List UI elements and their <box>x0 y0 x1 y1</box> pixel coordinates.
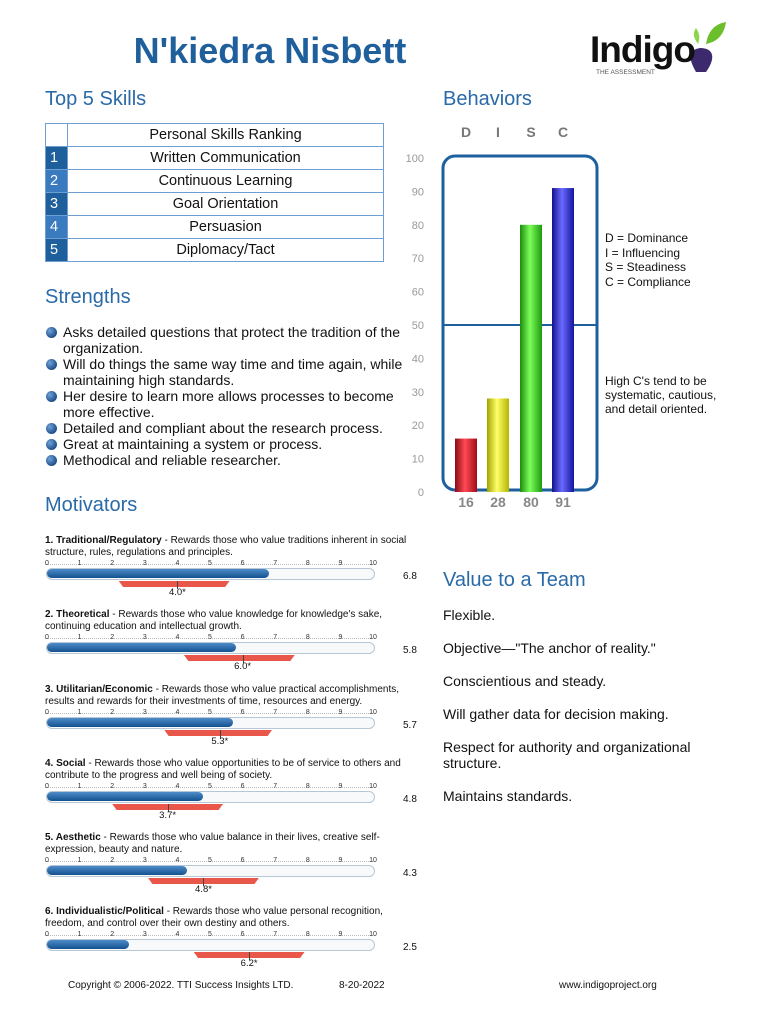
bullet-icon <box>46 359 57 370</box>
bullet-icon <box>46 327 57 338</box>
scale-tick-label: 1 <box>77 634 82 641</box>
y-tick-label: 50 <box>411 320 424 332</box>
legend-item: I = Influencing <box>605 245 681 260</box>
score-label: 5.8 <box>403 645 417 656</box>
category-label: C <box>557 124 569 140</box>
disc-chart <box>395 118 610 518</box>
list-item <box>45 452 405 468</box>
list-item <box>45 436 405 452</box>
norm-label: 6.2* <box>240 958 258 969</box>
legend-item: D = Dominance <box>605 231 689 245</box>
scale-tick-label: 2 <box>110 634 115 641</box>
scale-tick-label: 6 <box>240 857 245 864</box>
skill-label: Continuous Learning <box>68 170 384 193</box>
skills-row <box>46 170 384 193</box>
indigo-logo <box>588 10 728 90</box>
scale-tick-label: 1 <box>77 560 82 567</box>
motivator-item <box>45 906 415 979</box>
scale-tick-label: 10 <box>369 634 377 641</box>
norm-label: 3.7* <box>159 810 177 821</box>
skill-label: Diplomacy/Tact <box>68 239 384 262</box>
bullet-icon <box>46 439 57 450</box>
list-item <box>45 420 405 436</box>
list-item: Flexible. <box>443 607 496 623</box>
strength-text: Detailed and compliant about the research process. <box>63 420 383 436</box>
scale-tick-label: 4 <box>175 634 180 641</box>
y-tick-label: 80 <box>411 219 424 232</box>
scale-tick-label: 7 <box>273 560 278 567</box>
motivator-scale <box>45 857 417 905</box>
scale-tick-label: 0 <box>45 560 49 567</box>
y-tick-label: 0 <box>417 487 424 499</box>
scale-tick-label: 1 <box>77 783 82 790</box>
scale-tick-label: 9 <box>338 560 343 567</box>
scale-tick-label: 6 <box>240 931 245 938</box>
value-team-section-title: Value to a Team <box>443 569 586 591</box>
motivator-description <box>45 684 410 708</box>
disc-x-axis <box>461 124 568 140</box>
scale-tick-label: 8 <box>305 783 310 790</box>
score-label: 6.8 <box>403 571 417 582</box>
strength-text: Will do things the same way time and time again, while maintaining high standards. <box>63 356 403 388</box>
motivator-description <box>45 906 410 930</box>
motivator-text: - Rewards those who value practical accomplishments, results and rewards for their investments of time, resources and energy. <box>45 684 400 707</box>
norm-label: 5.3* <box>211 736 229 747</box>
motivator-name: 1. Traditional/Regulatory <box>45 535 162 546</box>
scale-tick-label: 2 <box>110 857 115 864</box>
scale-tick-label: 5 <box>208 783 212 790</box>
logo-leaf-shape <box>706 22 726 44</box>
scale-tick-label: 4 <box>175 709 180 716</box>
list-item <box>45 324 405 356</box>
behaviors-section-title: Behaviors <box>443 88 532 110</box>
motivator-description <box>45 609 410 633</box>
score-bar <box>47 569 269 578</box>
motivator-name: 5. Aesthetic <box>45 832 101 843</box>
motivator-scale <box>45 783 417 831</box>
scale-tick-label: 2 <box>110 931 115 938</box>
scale-tick-label: 8 <box>305 931 310 938</box>
bar-value-label: 80 <box>523 494 539 510</box>
disc-bar-S <box>520 225 542 492</box>
y-tick-label: 10 <box>411 453 424 466</box>
scale-tick-label: 7 <box>273 857 278 864</box>
motivator-name: 6. Individualistic/Political <box>45 906 164 917</box>
motivator-text: - Rewards those who value balance in their lives, creative self-expression, beauty and nature. <box>45 832 380 855</box>
scale-tick-label: 1 <box>77 931 82 938</box>
disc-bar-D <box>455 439 477 492</box>
scale-tick-label: 7 <box>273 931 278 938</box>
legend-item: S = Steadiness <box>605 260 687 274</box>
motivator-item <box>45 758 415 831</box>
footer-copyright: Copyright © 2006-2022. TTI Success Insights LTD. <box>68 980 294 991</box>
strength-text: Her desire to learn more allows processes to become more effective. <box>63 388 394 420</box>
scale-tick-label: 5 <box>208 931 212 938</box>
score-bar <box>47 792 203 801</box>
skills-row <box>46 147 384 170</box>
scale-tick-label: 3 <box>142 783 147 790</box>
disc-note: High C's tend to be systematic, cautious, and detail oriented. <box>605 374 717 416</box>
disc-y-axis <box>406 153 424 499</box>
motivator-name: 3. Utilitarian/Economic <box>45 684 153 695</box>
skills-section-title: Top 5 Skills <box>45 88 147 110</box>
scale-tick-label: 9 <box>338 709 343 716</box>
scale-tick-label: 10 <box>369 857 377 864</box>
scale-tick-label: 8 <box>305 857 310 864</box>
bullet-icon <box>46 423 57 434</box>
scale-tick-label: 4 <box>175 560 180 567</box>
skill-rank: 2 <box>46 170 68 193</box>
norm-label: 4.0* <box>168 587 186 598</box>
list-item: Objective—"The anchor of reality." <box>443 640 656 656</box>
scale-tick-label: 4 <box>175 931 180 938</box>
disc-bar-C <box>552 188 574 492</box>
strength-text: Asks detailed questions that protect the tradition of the organization. <box>63 324 400 356</box>
scale-tick-label: 0 <box>45 709 49 716</box>
scale-tick-label: 3 <box>142 634 147 641</box>
list-item <box>45 388 405 420</box>
category-label: I <box>496 124 500 140</box>
scale-tick-label: 5 <box>208 560 212 567</box>
scale-tick-label: 10 <box>369 560 377 567</box>
scale-tick-label: 8 <box>305 634 310 641</box>
score-bar <box>47 866 187 875</box>
disc-legend <box>605 231 691 289</box>
skill-rank: 1 <box>46 147 68 170</box>
score-label: 4.8 <box>403 794 417 805</box>
skills-row <box>46 239 384 262</box>
scale-tick-label: 8 <box>305 709 310 716</box>
scale-tick-label: 3 <box>142 931 147 938</box>
disc-value-labels <box>458 494 571 510</box>
bullet-icon <box>46 391 57 402</box>
scale-tick-label: 2 <box>110 560 115 567</box>
scale-tick-label: 10 <box>369 783 377 790</box>
y-tick-label: 60 <box>411 286 424 299</box>
skills-table <box>45 123 384 262</box>
scale-tick-label: 7 <box>273 783 278 790</box>
scale-tick-label: 10 <box>369 709 377 716</box>
score-bar <box>47 940 129 949</box>
scale-tick-label: 9 <box>338 634 343 641</box>
scale-tick-label: 4 <box>175 857 180 864</box>
y-tick-label: 20 <box>411 420 424 433</box>
scale-tick-label: 9 <box>338 931 343 938</box>
score-bar <box>47 643 236 652</box>
strength-text: Great at maintaining a system or process. <box>63 436 323 452</box>
scale-tick-label: 9 <box>338 783 343 790</box>
scale-tick-label: 6 <box>240 709 245 716</box>
skill-rank: 5 <box>46 239 68 262</box>
skill-label: Goal Orientation <box>68 193 384 216</box>
scale-tick-label: 10 <box>369 931 377 938</box>
motivator-scale <box>45 931 417 979</box>
scale-tick-label: 3 <box>142 857 147 864</box>
score-label: 4.3 <box>403 868 417 879</box>
motivator-text: - Rewards those who value traditions inherent in social structure, rules, regulations and principles. <box>45 535 407 558</box>
score-label: 5.7 <box>403 720 417 731</box>
value-team-list <box>443 607 743 821</box>
bar-value-label: 28 <box>490 494 506 510</box>
scale-tick-label: 5 <box>208 857 212 864</box>
motivators-section-title: Motivators <box>45 494 138 516</box>
scale-tick-label: 5 <box>208 709 212 716</box>
scale-tick-label: 9 <box>338 857 343 864</box>
skill-rank: 3 <box>46 193 68 216</box>
motivator-description <box>45 832 410 856</box>
logo-tagline: THE ASSESSMENT <box>596 69 655 76</box>
skills-header-blank-cell <box>46 124 68 147</box>
y-tick-label: 100 <box>405 153 424 165</box>
skill-label: Written Communication <box>68 147 384 170</box>
logo-wordmark: Indigo <box>590 29 695 70</box>
scale-tick-label: 0 <box>45 857 49 864</box>
y-tick-label: 70 <box>411 253 424 266</box>
strengths-section-title: Strengths <box>45 286 131 308</box>
score-label: 2.5 <box>403 942 417 953</box>
y-tick-label: 40 <box>411 353 424 366</box>
skills-header-row <box>46 124 384 147</box>
motivator-text: - Rewards those who value personal recognition, freedom, and control over their own destiny and others. <box>45 906 383 929</box>
skill-rank: 4 <box>46 216 68 239</box>
y-tick-label: 30 <box>411 386 424 399</box>
score-bar <box>47 718 233 727</box>
scale-tick-label: 6 <box>240 783 245 790</box>
bar-value-label: 91 <box>555 494 571 510</box>
scale-tick-label: 7 <box>273 709 278 716</box>
motivator-item <box>45 832 415 905</box>
legend-item: C = Compliance <box>605 274 691 289</box>
disc-bar-I <box>487 398 509 492</box>
list-item: Maintains standards. <box>443 788 573 804</box>
scale-tick-label: 2 <box>110 709 115 716</box>
motivator-description <box>45 758 410 782</box>
strength-text: Methodical and reliable researcher. <box>63 452 281 468</box>
footer-website-link[interactable]: www.indigoproject.org <box>559 980 657 991</box>
list-item: Respect for authority and organizational structure. <box>443 739 691 771</box>
scale-tick-label: 5 <box>208 634 212 641</box>
norm-label: 6.0* <box>234 661 252 672</box>
scale-tick-label: 4 <box>175 783 180 790</box>
scale-tick-label: 0 <box>45 931 49 938</box>
motivator-item <box>45 609 415 682</box>
motivator-description <box>45 535 410 559</box>
category-label: S <box>526 124 536 140</box>
motivator-scale <box>45 634 417 682</box>
scale-tick-label: 8 <box>305 560 310 567</box>
scale-tick-label: 0 <box>45 634 49 641</box>
motivator-text: - Rewards those who value knowledge for knowledge's sake, continuing education and intellectual growth. <box>45 609 383 632</box>
scale-tick-label: 3 <box>142 709 147 716</box>
skills-row <box>46 216 384 239</box>
bullet-icon <box>46 455 57 466</box>
page-title: N'kiedra Nisbett <box>133 30 407 71</box>
list-item: Will gather data for decision making. <box>443 706 669 722</box>
motivator-text: - Rewards those who value opportunities to be of service to others and contribute to the progress and well being of society. <box>45 758 401 781</box>
strengths-list <box>45 324 405 468</box>
skills-row <box>46 193 384 216</box>
motivator-scale <box>45 709 417 757</box>
scale-tick-label: 1 <box>77 709 82 716</box>
category-label: D <box>460 124 472 140</box>
scale-tick-label: 6 <box>240 634 245 641</box>
y-tick-label: 90 <box>411 186 424 199</box>
list-item: Conscientious and steady. <box>443 673 607 689</box>
scale-tick-label: 0 <box>45 783 49 790</box>
motivator-scale <box>45 560 417 608</box>
bar-value-label: 16 <box>458 494 474 510</box>
scale-tick-label: 3 <box>142 560 147 567</box>
motivator-item <box>45 684 415 757</box>
scale-tick-label: 2 <box>110 783 115 790</box>
motivator-name: 2. Theoretical <box>45 609 110 620</box>
motivator-name: 4. Social <box>45 758 86 769</box>
scale-tick-label: 6 <box>240 560 245 567</box>
skill-label: Persuasion <box>68 216 384 239</box>
list-item <box>45 356 405 388</box>
footer-date: 8-20-2022 <box>339 980 385 991</box>
norm-label: 4.8* <box>195 884 212 895</box>
skills-header-cell: Personal Skills Ranking <box>68 124 384 147</box>
scale-tick-label: 1 <box>77 857 82 864</box>
motivator-item <box>45 535 415 608</box>
scale-tick-label: 7 <box>273 634 278 641</box>
